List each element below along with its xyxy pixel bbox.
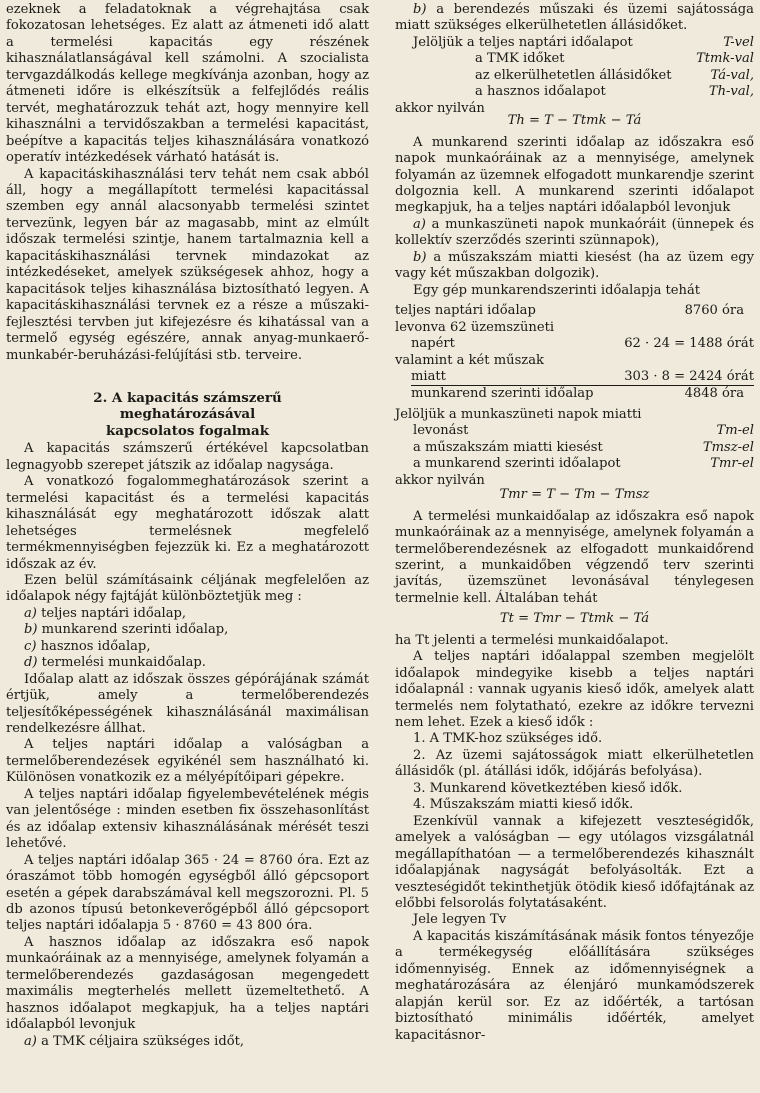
paragraph: Jelöljük a munkaszüneti napok miatti (395, 406, 642, 422)
paragraph: akkor nyilván (395, 100, 485, 116)
paragraph: A munkarend szerinti időalap az időszakra eső napok munkaóráinak az a mennyisége, amelynek folyamán az üzemnek elfogadott munkarendje szerint dolgoznia kell. A munkarend szerinti időalapot megkapjuk, ha a teljes naptári időalapból levonjuk (395, 134, 754, 216)
definitions (413, 423, 754, 472)
right-column (395, 2, 754, 1044)
definition-row: levonást Tm-el (413, 423, 754, 439)
definition-row: az elkerülhetetlen állásidőket Tá-val, (475, 67, 754, 83)
formula: Tt = Tmr − Ttmk − Tá (499, 611, 650, 627)
definitions (475, 51, 754, 100)
list-item: b) a berendezés műszaki és üzemi sajátossága miatt szükséges elkerülhetetlen állásidőket. (395, 2, 754, 34)
paragraph: A termelési munkaidőalap az időszakra eső napok munkaóráinak az a mennyisége, amelynek folyamán a termelőberendezésnek az elfogadott munkaidőrend szerint, a munkaidőben végzendő terv szerinti javítás, üzemszünet levonásával ténylegesen termelnie kell. Általában tehát (395, 508, 754, 606)
definition-row: a TMK időket Ttmk-val (475, 51, 754, 67)
formula: Th = T − Ttmk − Tá (507, 113, 642, 129)
definition-row: Jelöljük a teljes naptári időalapot T-vel (413, 34, 754, 50)
paragraph: Egy gép munkarendszerinti időalapja tehát (413, 282, 701, 298)
paragraph: ha Tt jelenti a termelési munkaidőalapot. (395, 632, 669, 648)
paragraph: akkor nyilván (395, 472, 485, 488)
paragraph: A teljes naptári időalappal szemben megjelölt időalapok mindegyike kisebb a teljes naptári időalapnál : vannak ugyanis kieső idők, amelyek alatt termelés nem folytatható, ezekre az időkre tervezni nem lehet. Ezek a kieső idők : (395, 649, 754, 731)
calculation-table (395, 303, 754, 403)
list-item: 1. A TMK-hoz szükséges idő. (413, 731, 603, 747)
paragraph: Ezen belül számításaink céljának megfelelően az időalapok négy fajtáját különböztetjük meg : (6, 572, 369, 605)
paragraph: Időalap alatt az időszak összes gépórájának számát értjük, amely a termelőberendezés teljesítőképességének kihasználásánál maximálisan rendelkezésre állhat. (6, 671, 369, 737)
definition-row: a műszakszám miatti kiesést Tmsz-el (413, 439, 754, 455)
paragraph: A hasznos időalap az időszakra eső napok munkaóráinak az a mennyisége, amelynek folyamán a termelőberendezés gazdaságosan megengedett maximális megterhelés mellett üzemeltethető. A hasznos időalapot megkapjuk, ha a teljes naptári időalapból levonjuk (6, 934, 369, 1033)
calc-row: napért 62 · 24 = 1488 órát (411, 336, 754, 352)
list-item: a) a TMK céljaira szükséges időt, (24, 1033, 245, 1049)
paragraph: ezeknek a feladatoknak a végrehajtása csak fokozatosan lehetséges. Ez alatt az átmeneti idő alatt a termelési kapacitás egy részének kihasználatlanságával kell számolni. A szocialista tervgazdálkodás kellege megkívánja azonban, hogy az átmeneti időre is elkészítsük a felfejlődés reális tervét, meghatározzuk tehát azt, hogy mennyire kell kihasználni a tervidőszakban a termelési kapacitást, beépítve a kapacitás teljes kihasználására vonatkozó operatív intézkedések várható hatását is. (6, 2, 369, 166)
list-item: b) munkarend szerinti időalap, (24, 622, 229, 638)
section-heading-line: kapcsolatos fogalmak (106, 422, 269, 439)
list-item: b) a műszakszám miatti kiesést (ha az üzem egy vagy két műszakban dolgozik). (395, 249, 754, 282)
paragraph: A teljes naptári időalap figyelembevételének mégis van jelentősége : minden esetben fix összehasonlítást és az időalap extensiv kihasználásának mérését teszi lehetővé. (6, 786, 369, 852)
definition-row: a hasznos időalapot Th-val, (475, 84, 754, 100)
calc-row: teljes naptári időalap 8760 óra (395, 303, 744, 319)
list-item: d) termelési munkaidőalap. (24, 655, 206, 671)
list-item: 3. Munkarend következtében kieső idők. (413, 780, 683, 796)
section-heading (26, 390, 349, 439)
list-item: 2. Az üzemi sajátosságok miatt elkerülhetetlen állásidők (pl. átállási idők, időjárás befolyása). (395, 747, 754, 780)
paragraph: A kapacitás kiszámításának másik fontos tényezője a termékegység előállítására szükséges időmennyiség. Ennek az időmennyiségnek a meghatározására az élenjáró munkamódszerek alapján kerül sor. Ez az időérték, a tartósan biztosítható minimális időérték, amelyet kapacitásnor- (395, 928, 754, 1043)
section-heading-line: 2. A kapacitás számszerű meghatározásával (93, 389, 282, 423)
calc-row: miatt 303 · 8 = 2424 órát (411, 369, 754, 386)
time-base-list (6, 606, 369, 672)
paragraph: A vonatkozó fogalommeghatározások szerint a termelési kapacitást és a termelési kapacitás kihasználását egy meghatározott időszak alatt lehetséges termelésnek megfelelő termékmennyiségben fejezzük ki. Ez a meghatározott időszak az év. (6, 474, 369, 572)
paragraph: A kapacitáskihasználási terv tehát nem csak abból áll, hogy a megállapított termelési kapacitással szemben egy annál alacsonyabb termelési szintet tervezünk, legyen bár az magasabb, mint az elmúlt időszak termelési szintje, hanem tartalmaznia kell a kapacitáskihasználási tervnek mindazokat az intézkedéseket, amelyek szükségesek ahhoz, hogy a kapacitások teljes kihasználása biztosítható legyen. A kapacitáskihasználási tervnek ez a része a műszaki-fejlesztési tervben jut kifejezésre és kihatással van a termelő egység egészére, annak anyag-munkaerő-munkabér-beruházási-felújítási stb. terveire. (6, 166, 369, 363)
calc-row: munkarend szerinti időalap 4848 óra (411, 386, 744, 402)
definition-row: a munkarend szerinti időalapot Tmr-el (413, 456, 754, 472)
list-item: 4. Műszakszám miatti kieső idők. (413, 797, 634, 813)
lost-time-list (395, 731, 754, 813)
paragraph: Ezenkívül vannak a kifejezett veszteségidők, amelyek a valóságban — egy utólagos vizsgálatnál megállapíthatóan — a termelőberendezés kihasznált időalapjának nagyságát befolyásolták. Ezt a veszteségidőt tekinthetjük ötödik kieső időfajtának az előbbi felsorolás folytatásaként. (395, 813, 754, 912)
paragraph: Jele legyen Tv (413, 912, 507, 928)
left-column (6, 2, 369, 1050)
list-item: c) hasznos időalap, (24, 638, 151, 654)
paragraph: A kapacitás számszerű értékével kapcsolatban legnagyobb szerepet játszik az időalap nagysága. (6, 441, 369, 473)
paragraph: A teljes naptári időalap 365 · 24 = 8760 óra. Ezt az óraszámot több homogén egységből álló gépcsoport esetén a gépek darabszámával kell megszorozni. Pl. 5 db azonos típusú betonkeverőgépből álló gépcsoport teljes naptári időalapja 5 · 8760 = 43 800 óra. (6, 852, 369, 934)
list-item: a) teljes naptári időalap, (24, 605, 187, 621)
list-item: a) a munkaszüneti napok munkaóráit (ünnepek és kollektív szerződés szerinti szünnapok), (395, 216, 754, 249)
calc-row: valamint a két műszak (395, 352, 544, 368)
paragraph: A teljes naptári időalap a valóságban a termelőberendezések egyikénél sem használható ki. Különösen vonatkozik ez a mélyépítőipari gépekre. (6, 737, 369, 786)
calc-row: levonva 62 üzemszüneti (395, 319, 555, 335)
formula: Tmr = T − Tm − Tmsz (499, 487, 650, 503)
